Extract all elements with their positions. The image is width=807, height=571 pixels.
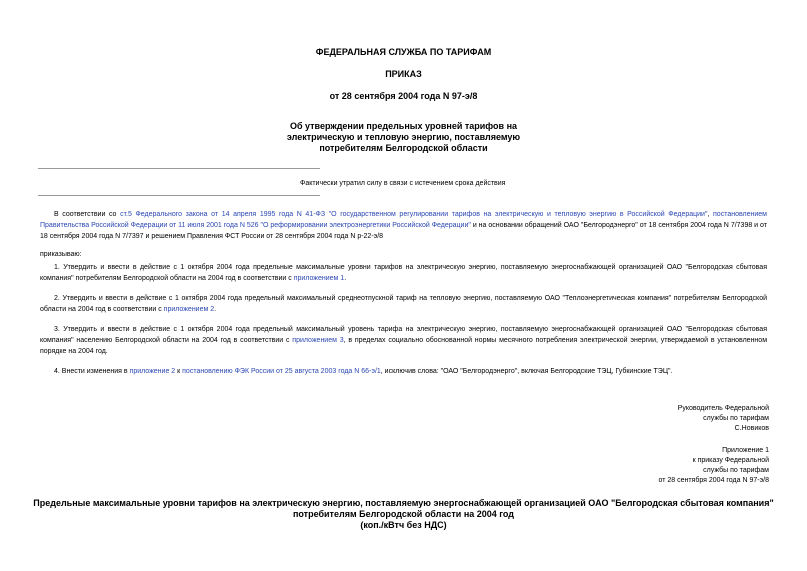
appendix-ref-line: к приказу Федеральной <box>692 457 769 464</box>
appendix-reference <box>658 446 769 486</box>
text: , в пределах социально обоснованной нормы месячного потребления электрической энергии, утверждаемой в установленном порядке на 2004 год. <box>40 337 768 355</box>
agency-name: ФЕДЕРАЛЬНАЯ СЛУЖБА ПО ТАРИФАМ <box>315 47 492 57</box>
text: , исключив слова: "ОАО "Белгородэнерго", включая Белгородские ТЭЦ, Губкинские ТЭЦ". <box>380 368 673 375</box>
item-2 <box>40 293 767 315</box>
fek-decree-link[interactable]: постановлению ФЭК России от 25 августа 2003 года N 66-э/1 <box>182 368 381 375</box>
government-decree-link[interactable]: постановлением Правительства Российской Федерации от 11 июля 2001 года N 526 "О реформировании электроэнергетики Российской Федерации" <box>40 211 767 229</box>
text: 2. Утвердить и ввести в действие с 1 октября 2004 года предельный максимальный среднеотпускной тариф на тепловую энергию, поставляемую ОАО "Теплоэнергетическая компания" потребителям Белгородской области на 2004 год в соответствии с <box>40 295 767 313</box>
appendix-title <box>0 498 807 531</box>
text: 3. Утвердить и ввести в действие с 1 октября 2004 года предельный максимальный уровень тарифа на электрическую энергию, поставляемую энергоснабжающей организацией ОАО "Белгородская сбытовая компания" населению Белгородской области на 2004 год в соответствии с <box>40 326 767 344</box>
text: . <box>214 306 217 313</box>
appendix-1-link[interactable]: приложением 1 <box>293 275 345 282</box>
title-line: Об утверждении предельных уровней тарифов на <box>289 121 518 131</box>
appendix-3-link[interactable]: приложением 3 <box>292 337 344 344</box>
text: 4. Внести изменения в <box>54 368 130 375</box>
appendix-ref-line: Приложение 1 <box>722 447 769 454</box>
text: . <box>344 275 347 282</box>
divider-top <box>38 168 320 169</box>
title-line: потребителям Белгородской области <box>319 143 488 153</box>
appendix-title-line: потребителям Белгородской области на 2004 год <box>292 509 515 519</box>
document-title <box>0 121 807 154</box>
text: 1. Утвердить и ввести в действие с 1 октября 2004 года предельные максимальные уровни тарифов на электрическую энергию, поставляемую энергоснабжающей организацией ОАО "Белгородская сбытовая компания" потребителям Белгородской области на 2004 год в соответствии с <box>40 264 767 282</box>
appendix-title-line: Предельные максимальные уровни тарифов на электрическую энергию, поставляемую энергоснабжающей организацией ОАО "Белгородская сбытовая компания" <box>33 498 774 508</box>
signature-name: С.Новиков <box>734 425 769 432</box>
status-note: Фактически утратил силу в связи с истечением срока действия <box>300 180 506 187</box>
appendix-ref-line: службы по тарифам <box>703 467 769 474</box>
item-4 <box>40 366 767 377</box>
text: В соответствии со <box>54 211 121 218</box>
document-type: ПРИКАЗ <box>385 69 422 79</box>
appendix-title-line: (коп./кВтч без НДС) <box>360 520 447 530</box>
order-word: приказываю: <box>40 251 82 258</box>
preamble-paragraph <box>40 209 767 242</box>
text: , <box>707 211 714 218</box>
item-3 <box>40 324 767 357</box>
law-link[interactable]: ст.5 Федерального закона от 14 апреля 1995 года N 41-ФЗ "О государственном регулировании тарифов на электрическую и тепловую энергию в Российской Федерации" <box>120 211 708 218</box>
document-date-number: от 28 сентября 2004 года N 97-э/8 <box>329 91 478 101</box>
signature-line: службы по тарифам <box>703 415 769 422</box>
appendix-2-fek-link[interactable]: приложение 2 <box>129 368 176 375</box>
text: и на основании обращений ОАО "Белгородэнерго" от 18 сентября 2004 года N 7/7398 и от 18 сентября 2004 года N 7/7397 и решением Правления ФСТ России от 28 сентября 2004 года N р-22-э/8 <box>40 222 767 240</box>
signature-block <box>678 404 769 434</box>
item-1 <box>40 262 767 284</box>
text: к <box>175 368 183 375</box>
appendix-2-link[interactable]: приложением 2 <box>163 306 215 313</box>
signature-line: Руководитель Федеральной <box>677 405 769 412</box>
title-line: электрическую и тепловую энергию, поставляемую <box>286 132 521 142</box>
appendix-ref-line: от 28 сентября 2004 года N 97-э/8 <box>658 477 769 484</box>
divider-bottom <box>38 195 320 196</box>
